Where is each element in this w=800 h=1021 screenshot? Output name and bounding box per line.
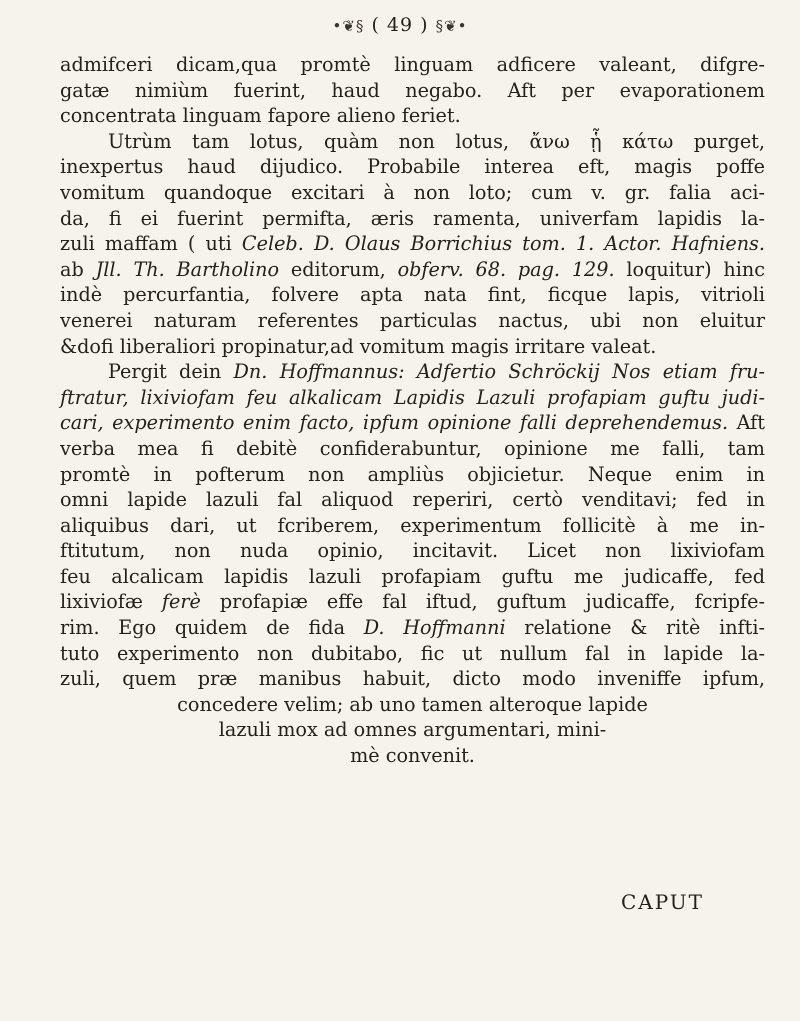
text-span: lixiviofæ [60,590,162,614]
text-line [60,385,765,411]
text-span: Pergit dein [108,360,234,384]
text-line: feu alcalicam lapidis lazuli profapiam guftu me judicaffe, fed [60,564,765,588]
italic-span: Celeb. D. Olaus Borrichius tom. 1. Actor. Hafniens. [241,232,766,256]
text-line: mè convenit. [350,744,475,768]
text-line: gatæ nimiùm fuerint, haud negabo. Aft per evaporationem [60,78,765,102]
page-header [0,14,800,36]
text-line [60,359,765,385]
body-text [60,52,765,769]
text-line: Utrùm tam lotus, quàm non lotus, ἄνω ᾗ κάτω purget, [108,129,765,153]
page-number: ( 49 ) [371,14,429,36]
text-line: lazuli mox ad omnes argumentari, mini- [218,718,607,742]
text-span: zuli maffam ( uti [60,232,242,256]
text-line: concedere velim; ab uno tamen alteroque lapide [177,692,648,716]
text-span: Aft [728,411,765,435]
text-line [60,615,765,641]
left-ornament: •❦§ [332,17,365,35]
text-line: verba mea fi debitè confiderabuntur, opinione me falli, tam [60,436,765,460]
text-line [60,589,765,615]
text-span: relatione & ritè infti- [505,616,765,640]
text-line: promtè in pofterum non ampliùs objicietur. Neque enim in [60,462,765,486]
right-ornament: §❦• [435,17,468,35]
italic-span: cari, experimento enim facto, ipfum opinione falli deprehendemus. [60,411,729,435]
text-line: da, fi ei fuerint permifta, æris ramenta, univerfam lapidis la- [60,206,765,230]
text-line: ftitutum, non nuda opinio, incitavit. Licet non lixiviofam [60,539,765,563]
text-line: venerei naturam referentes particulas nactus, ubi non eluitur [60,308,765,332]
text-line: vomitum quandoque excitari à non loto; cum v. gr. falia aci- [60,180,765,204]
text-span: editorum, [279,257,398,281]
text-line: concentrata linguam fapore alieno feriet. [60,104,461,128]
text-line: tuto experimento non dubitabo, fic ut nullum fal in lapide la- [60,641,765,665]
text-line [60,231,765,257]
text-line [60,257,765,283]
text-line [60,410,765,436]
italic-span: Jll. Th. Bartholino [95,257,280,281]
text-line: zuli, quem præ manibus habuit, dicto modo inveniffe ipfum, [60,667,765,691]
italic-span: ferè [161,590,201,614]
catchword: CAPUT [620,890,704,914]
text-span: ab [60,257,96,281]
text-line: omni lapide lazuli fal aliquod reperiri, certò venditavi; fed in [60,488,765,512]
text-span: loquitur) hinc [614,257,765,281]
text-span: profapiæ effe fal iftud, guftum judicaffe, fcripfe- [200,590,765,614]
text-line: &dofi liberaliori propinatur,ad vomitum magis irritare valeat. [60,334,657,358]
text-line: admifceri dicam,qua promtè linguam adficere valeant, difgre- [60,53,765,76]
italic-span: obferv. 68. pag. 129. [397,257,615,281]
italic-span: D. Hoffmanni [363,616,506,640]
text-line: inexpertus haud dijudico. Probabile interea eft, magis poffe [60,155,765,179]
italic-span: Dn. Hoffmannus: Adfertio Schröckij Nos etiam fru- [233,360,765,384]
text-line: indè percurfantia, folvere apta nata fint, ficque lapis, vitrioli [60,283,765,307]
text-line: aliquibus dari, ut fcriberem, experimentum follicitè à me in- [60,513,765,537]
italic-span: ftratur, lixiviofam feu alkalicam Lapidis Lazuli profapiam guftu judi- [60,385,765,409]
text-span: rim. Ego quidem de fida [60,616,364,640]
